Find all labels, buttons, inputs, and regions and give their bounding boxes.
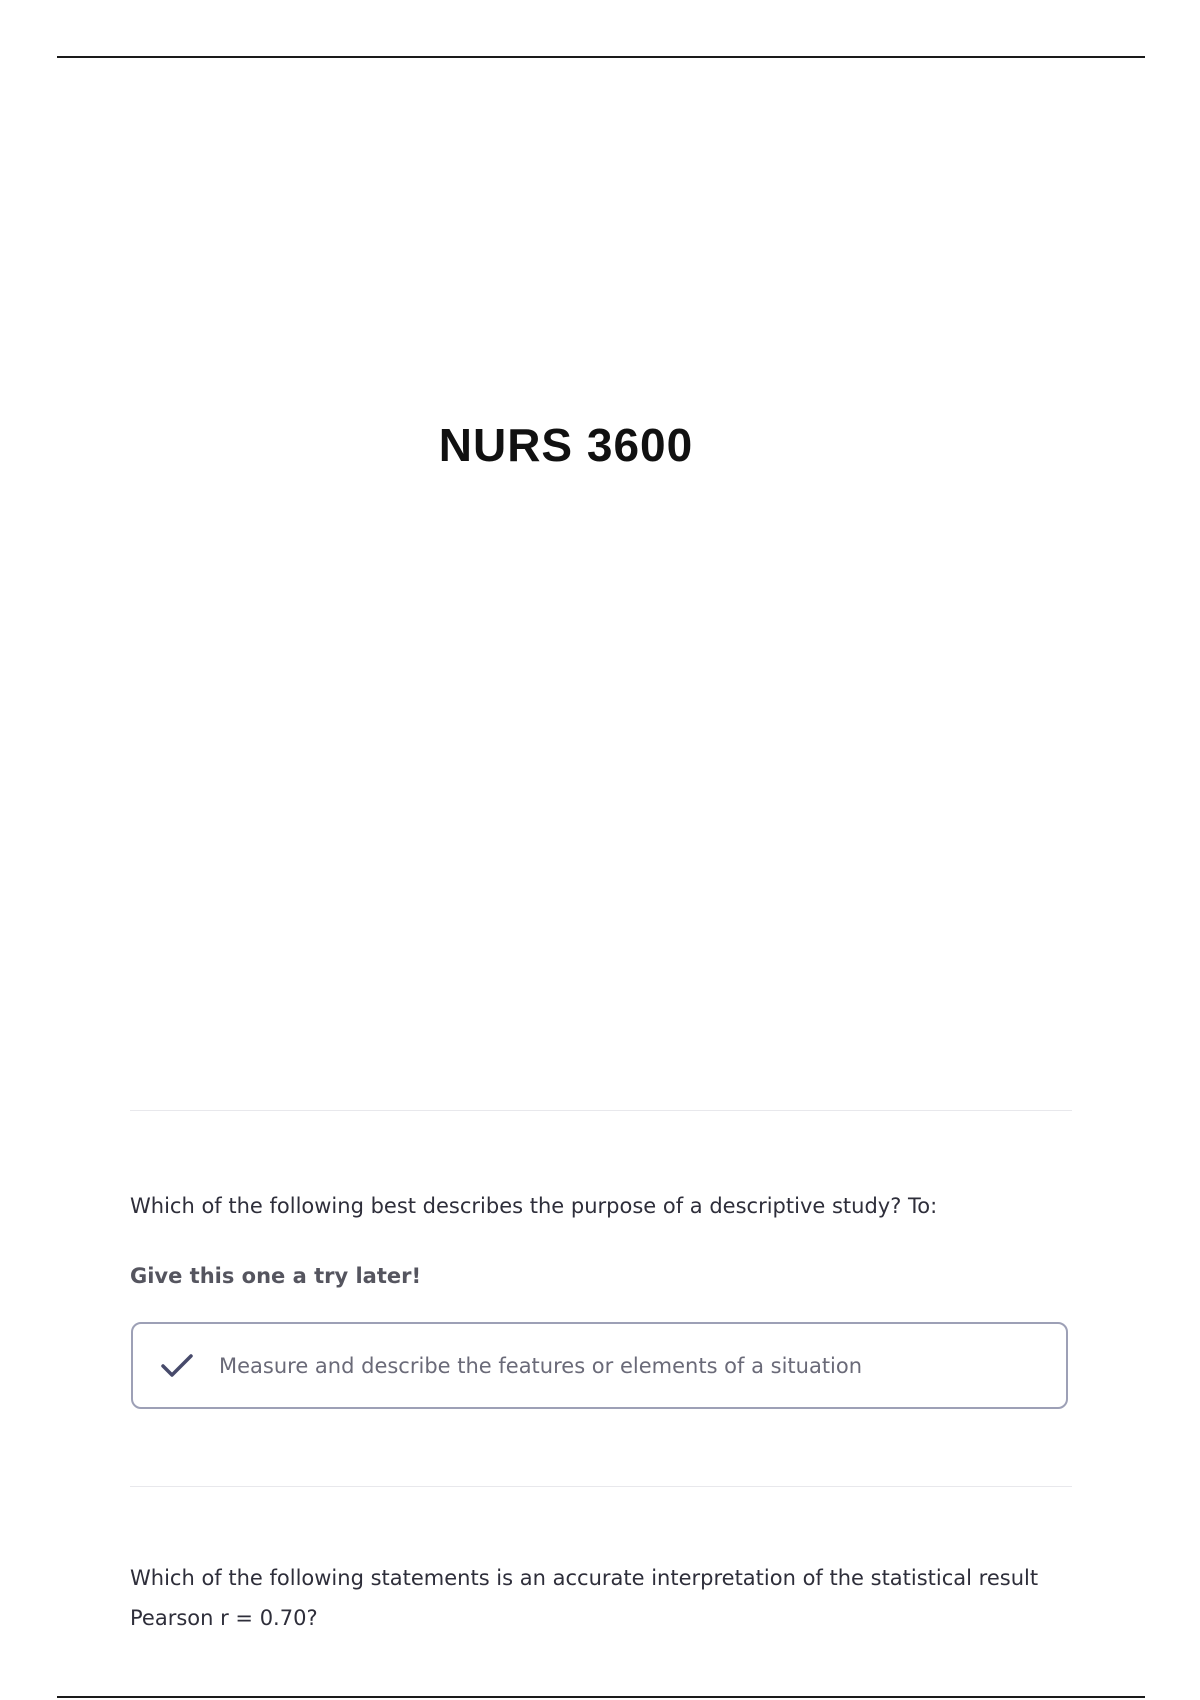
top-rule (57, 56, 1145, 58)
bottom-rule (57, 1696, 1145, 1698)
section-divider (130, 1110, 1072, 1111)
question-prompt: Which of the following statements is an accurate interpretation of the statistical result Pearson r = 0.70? (130, 1566, 1039, 1630)
question-hint: Give this one a try later! (130, 1264, 422, 1288)
answer-option[interactable] (131, 1322, 1068, 1409)
document-title: NURS 3600 (438, 419, 694, 471)
checkmark-icon (157, 1346, 197, 1386)
section-divider (130, 1486, 1072, 1487)
answer-text: Measure and describe the features or elements of a situation (219, 1353, 863, 1378)
question-prompt: Which of the following best describes the purpose of a descriptive study? To: (130, 1194, 938, 1218)
